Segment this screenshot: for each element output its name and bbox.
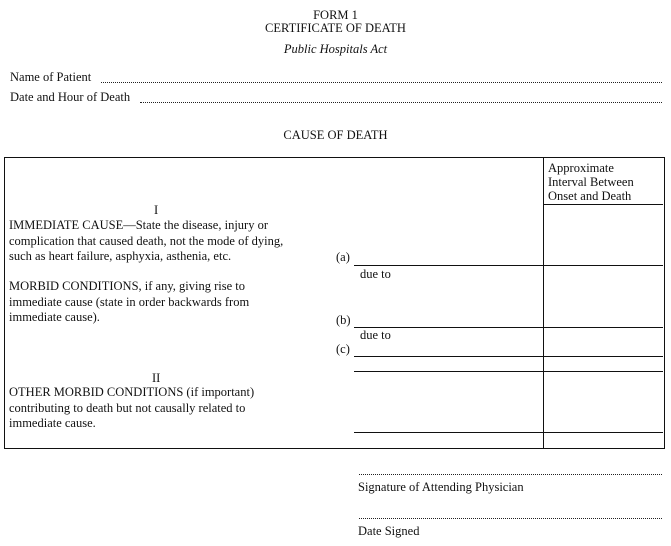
other-conditions-text: OTHER MORBID CONDITIONS (if important) contributing to death but not causally related to immediate cause. <box>9 385 255 430</box>
line-a-field[interactable] <box>354 265 663 266</box>
morbid-conditions-text: MORBID CONDITIONS, if any, giving rise to immediate cause (state in order backwards from immediate cause). <box>9 279 250 324</box>
physician-signature-field[interactable] <box>359 474 662 475</box>
line-c-field[interactable] <box>354 356 663 357</box>
due-to-label-1: due to <box>360 267 391 281</box>
patient-name-label: Name of Patient <box>10 70 92 84</box>
due-to-label-2: due to <box>360 328 391 342</box>
line-a-label: (a) <box>336 250 350 264</box>
interval-header: Approximate Interval Between Onset and Death <box>548 161 634 203</box>
patient-name-field[interactable] <box>101 82 662 83</box>
part-one-numeral: I <box>154 203 159 217</box>
part-two-line-2[interactable] <box>354 432 663 433</box>
physician-signature-label: Signature of Attending Physician <box>358 480 524 494</box>
line-c-label: (c) <box>336 342 350 356</box>
interval-column-divider <box>543 157 544 448</box>
line-b-label: (b) <box>336 313 351 327</box>
date-signed-label: Date Signed <box>358 524 420 538</box>
line-b-field[interactable] <box>354 327 663 328</box>
form-title: CERTIFICATE OF DEATH <box>265 21 406 35</box>
interval-header-rule <box>543 204 663 205</box>
date-signed-field[interactable] <box>359 518 662 519</box>
form-number: FORM 1 <box>313 8 358 22</box>
section-title: CAUSE OF DEATH <box>283 128 388 142</box>
part-two-line-1[interactable] <box>354 371 663 372</box>
part-two-numeral: II <box>152 371 161 385</box>
immediate-cause-text: IMMEDIATE CAUSE—State the disease, injury or complication that caused death, not the mode of dying, such as heart failure, asphyxia, asthenia, etc. <box>9 218 284 263</box>
date-hour-field[interactable] <box>140 102 662 103</box>
date-hour-label: Date and Hour of Death <box>10 90 131 104</box>
form-subtitle: Public Hospitals Act <box>283 42 388 56</box>
